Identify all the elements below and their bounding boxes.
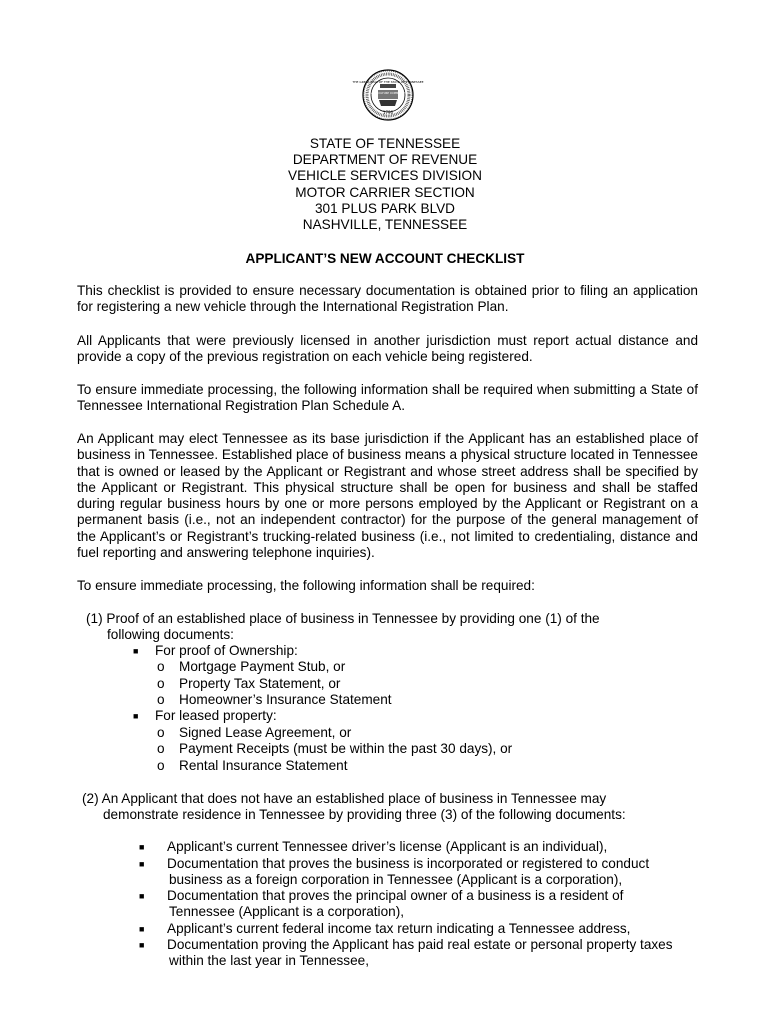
square-bullet-icon: ■ <box>139 891 145 901</box>
list-item: Tennessee (Applicant is a corporation), <box>169 904 404 919</box>
seal-year: 1796 <box>382 110 394 115</box>
circle-bullet-icon: o <box>157 676 165 691</box>
header-line: STATE OF TENNESSEE <box>309 136 461 151</box>
list-item: Documentation that proves the business is incorporated or registered to conduct <box>167 856 650 871</box>
list-item: Documentation proving the Applicant has paid real estate or personal property taxes <box>167 937 673 952</box>
square-bullet-icon: ■ <box>139 842 145 852</box>
seal-text-center: AGRICULTURE COMMERCE <box>371 92 405 95</box>
circle-bullet-icon: o <box>157 741 165 756</box>
header-line: MOTOR CARRIER SECTION <box>295 184 475 200</box>
header-line: NASHVILLE, TENNESSEE <box>302 217 468 233</box>
circle-bullet-icon: o <box>157 725 165 740</box>
item-1-line: (1) Proof of an established place of business in Tennessee by providing one (1) of the <box>86 611 600 626</box>
list-item: Payment Receipts (must be within the past 30 days), or <box>179 741 513 756</box>
base-jurisdiction-paragraph: An Applicant may elect Tennessee as its base jurisdiction if the Applicant has an established place of business in Tennessee. Established place of business means a physical structure located in Tennessee that is owned or leased by the Applicant or Registrant and whose street address shall be specified by the Applicant or Registrant. This physical structure shall be open for business and shall be staffed during regular business hours by one or more persons employed by the Applicant or Registrant on a permanent basis (i.e., not an independent contractor) for the purpose of the general management of the Applicant’s or Registrant’s trucking-related business (i.e., not limited to credentialing, distance and fuel reporting and answering telephone inquiries). <box>77 431 698 561</box>
square-bullet-icon: ■ <box>139 859 145 869</box>
schedule-a-paragraph: To ensure immediate processing, the following information shall be required when submitting a State of Tennessee International Registration Plan Schedule A. <box>77 382 698 414</box>
list-item: Rental Insurance Statement <box>179 758 348 773</box>
header-line: DEPARTMENT OF REVENUE <box>292 152 478 168</box>
item-2-line: (2) An Applicant that does not have an established place of business in Tennessee may <box>82 791 607 806</box>
list-item: Applicant’s current Tennessee driver’s license (Applicant is an individual), <box>167 839 608 854</box>
list-item: Property Tax Statement, or <box>179 676 341 691</box>
square-bullet-icon: ■ <box>139 940 145 950</box>
circle-bullet-icon: o <box>157 758 165 773</box>
leased-label: For leased property: <box>155 708 277 723</box>
list-item: Applicant’s current federal income tax return indicating a Tennessee address, <box>167 921 631 936</box>
list-item: within the last year in Tennessee, <box>169 953 369 968</box>
seal-text-top: THE GREAT SEAL OF THE STATE OF TENNESSEE <box>352 80 424 84</box>
circle-bullet-icon: o <box>157 659 165 674</box>
document-title: APPLICANT’S NEW ACCOUNT CHECKLIST <box>245 251 525 266</box>
tennessee-seal-icon <box>352 69 424 121</box>
header-line: VEHICLE SERVICES DIVISION <box>288 168 482 184</box>
list-item: Mortgage Payment Stub, or <box>179 659 346 674</box>
circle-bullet-icon: o <box>157 692 165 707</box>
list-item: Signed Lease Agreement, or <box>179 725 352 740</box>
square-bullet-icon: ■ <box>139 924 145 934</box>
previous-license-paragraph: All Applicants that were previously licensed in another jurisdiction must report actual distance and provide a copy of the previous registration on each vehicle being registered. <box>77 333 698 365</box>
list-item: Documentation that proves the principal owner of a business is a resident of <box>167 888 624 903</box>
square-bullet-icon: ■ <box>133 646 139 656</box>
state-seal <box>352 69 424 121</box>
list-item: business as a foreign corporation in Tennessee (Applicant is a corporation), <box>169 872 623 887</box>
department-header <box>0 136 770 233</box>
item-1-line: following documents: <box>107 627 234 642</box>
header-line: 301 PLUS PARK BLVD <box>314 200 456 216</box>
list-item: Homeowner’s Insurance Statement <box>179 692 392 707</box>
square-bullet-icon: ■ <box>133 711 139 721</box>
required-info-paragraph: To ensure immediate processing, the following information shall be required: <box>77 578 535 593</box>
item-2-line: demonstrate residence in Tennessee by providing three (3) of the following documents: <box>103 807 626 822</box>
ownership-label: For proof of Ownership: <box>155 643 298 658</box>
intro-paragraph: This checklist is provided to ensure necessary documentation is obtained prior to filing an application for registering a new vehicle through the International Registration Plan. <box>77 283 698 315</box>
